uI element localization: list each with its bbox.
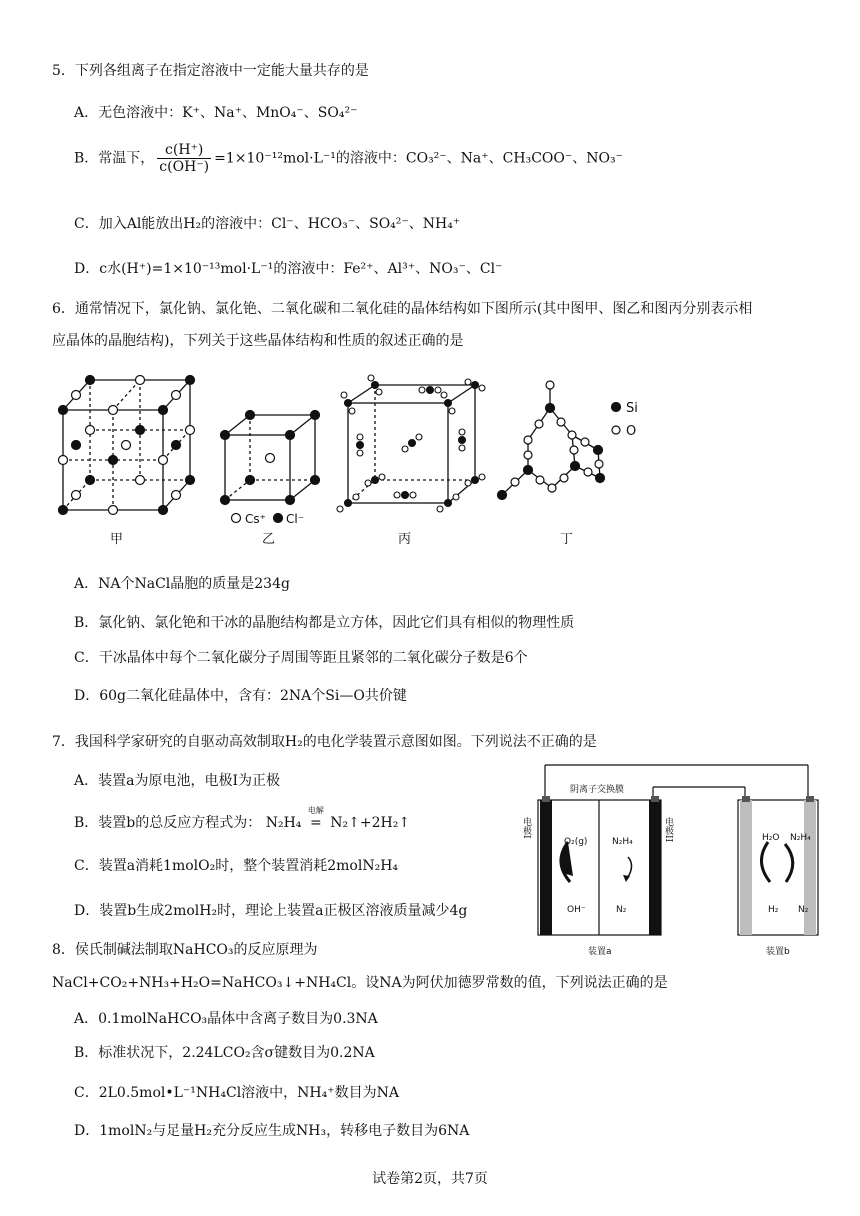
b-left-bottom-label: H₂: [768, 905, 779, 915]
q5-option-b-prefix: B．常温下，: [74, 150, 155, 167]
cs-legend-label: Cs⁺: [245, 512, 266, 526]
a-left-top-label: O₂(g): [564, 837, 588, 847]
a-left-bottom-label: OH⁻: [567, 905, 586, 915]
b-right-bottom-label: N₂: [798, 905, 809, 915]
q6-stem-line2: 应晶体的晶胞结构)，下列关于这些晶体结构和性质的叙述正确的是: [52, 333, 464, 349]
figure-label-bing: 丙: [398, 532, 412, 547]
q6-option-b: B．氯化钠、氯化铯和干冰的晶胞结构都是立方体，因此它们具有相似的物理性质: [74, 615, 575, 631]
q6-option-c: C．干冰晶体中每个二氧化碳分子周围等距且紧邻的二氧化碳分子数是6个: [74, 650, 528, 666]
q5-option-b: [74, 142, 623, 175]
figure-label-jia: 甲: [110, 532, 124, 547]
b-right-top-label: N₂H₄: [790, 833, 811, 843]
electrode-ii-label: 电极II: [663, 817, 673, 843]
page-footer: 试卷第2页，共7页: [372, 1171, 488, 1187]
a-right-top-label: N₂H₄: [612, 837, 633, 847]
q5-option-a: [74, 102, 357, 122]
q5-option-c: C．加入Al能放出H₂的溶液中：Cl⁻、HCO₃⁻、SO₄²⁻、NH₄⁺: [74, 216, 461, 232]
device-b-left-electrode: [740, 800, 752, 935]
electrode-i-label: 电极I: [521, 817, 531, 839]
q7-equation-arrow: 电解 =: [307, 806, 324, 831]
fraction-numerator: c(H⁺): [157, 142, 211, 159]
q5-option-b-ions: CO₃²⁻、Na⁺、CH₃COO⁻、NO₃⁻: [405, 150, 623, 167]
membrane-label: 阴离子交换膜: [570, 785, 625, 795]
o-legend-label: O: [626, 424, 637, 439]
cl-legend-label: Cl⁻: [286, 512, 305, 526]
q8-stem-line1: 8．侯氏制碱法制取NaHCO₃的反应原理为: [52, 942, 318, 958]
q6-stem-line1: 6．通常情况下，氯化钠、氯化铯、二氧化碳和二氧化硅的晶体结构如下图所示(其中图甲、图乙和图丙分别表示相: [52, 301, 753, 317]
a-right-bottom-label: N₂: [616, 905, 627, 915]
q8-option-c: C．2L0.5mol•L⁻¹NH₄Cl溶液中，NH₄⁺数目为NA: [74, 1085, 400, 1101]
electrochemical-device-diagram: [520, 762, 840, 962]
q8-option-d: D．1molN₂与足量H₂充分反应生成NH₃，转移电子数目为6NA: [74, 1123, 470, 1139]
q5-option-d: D．c水(H⁺)=1×10⁻¹³mol·L⁻¹的溶液中：Fe²⁺、Al³⁺、NO₃⁻、Cl⁻: [74, 261, 503, 277]
figure-label-yi: 乙: [262, 532, 276, 547]
q7-option-c: C．装置a消耗1molO₂时，整个装置消耗2molN₂H₄: [74, 858, 399, 874]
si-legend-label: Si: [626, 401, 638, 416]
q5-option-b-mid: =1×10⁻¹²mol·L⁻¹的溶液中：: [214, 150, 406, 167]
q7-equation-right: N₂↑+2H₂↑: [330, 815, 411, 831]
electrode-ii: [649, 800, 661, 935]
q5-stem: 5．下列各组离子在指定溶液中一定能大量共存的是: [52, 63, 369, 79]
q7-stem: 7．我国科学家研究的自驱动高效制取H₂的电化学装置示意图如图。下列说法不正确的是: [52, 734, 597, 750]
q6-option-d: D．60g二氧化硅晶体中，含有：2NA个Si—O共价键: [74, 688, 407, 704]
q5-option-a-ions: K⁺、Na⁺、MnO₄⁻、SO₄²⁻: [182, 105, 358, 121]
nacl-atoms: [59, 376, 195, 515]
q6-option-a: A．NA个NaCl晶胞的质量是234g: [74, 576, 290, 592]
fraction-denominator: c(OH⁻): [159, 159, 210, 175]
q8-stem-line2: NaCl+CO₂+NH₃+H₂O=NaHCO₃↓+NH₄Cl。设NA为阿伏加德罗常数的值，下列说法正确的是: [52, 975, 668, 991]
b-left-top-label: H₂O: [762, 833, 780, 843]
q8-option-a: A．0.1molNaHCO₃晶体中含离子数目为0.3NA: [74, 1011, 378, 1027]
q7-equation-condition: 电解: [307, 806, 324, 815]
figure-label-ding: 丁: [560, 532, 574, 547]
q7-option-a: A．装置a为原电池，电极I为正极: [74, 773, 280, 789]
q8-option-b: B．标准状况下，2.24LCO₂含σ键数目为0.2NA: [74, 1045, 375, 1061]
q7-equation-left: N₂H₄: [265, 815, 302, 831]
q5-option-b-fraction: [157, 142, 211, 175]
q7-option-b: [74, 806, 411, 832]
device-a-label: 装置a: [588, 947, 612, 957]
electrode-i: [540, 800, 552, 935]
device-b-label: 装置b: [766, 947, 790, 957]
q5-option-a-prefix: A．无色溶液中：: [74, 105, 183, 121]
q7-option-b-prefix: B．装置b的总反应方程式为：: [74, 815, 262, 831]
q7-option-d: D．装置b生成2molH₂时，理论上装置a正极区溶液质量减少4g: [74, 903, 468, 919]
crystal-structures-figure: [0, 370, 860, 570]
